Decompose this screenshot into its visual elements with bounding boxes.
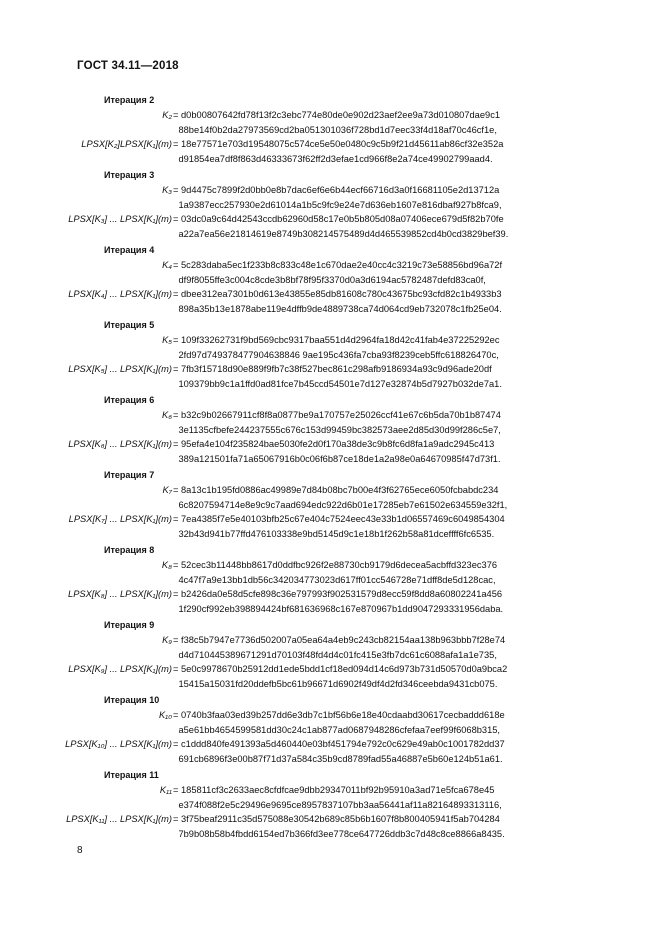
equation-lhs: K₁₀: [158, 710, 172, 720]
equation-rhs: a22a7ea56e21814619e8749b308214575489d4d465539852cd4b0cd3829bef39.: [178, 228, 509, 239]
equation-row: [0, 708, 661, 724]
equation-continuation-row: [0, 199, 661, 213]
equation-continuation-row: [0, 303, 661, 317]
iteration-title: Итерация 9: [104, 620, 155, 630]
equation-lhs: LPSX[K₂]LPSX[K₁](m): [81, 139, 172, 149]
equation-row: [0, 662, 661, 678]
equation-continuation-row: [0, 574, 661, 588]
equation-row: [0, 737, 661, 753]
iteration-title: Итерация 11: [104, 770, 159, 780]
equation-row: [0, 783, 661, 799]
equation-lhs: K₉: [162, 635, 172, 645]
equation-rhs: 2fd97d749378477904638846 9ae195c436fa7cba93f8239ceb5ffc618826470c,: [178, 349, 499, 360]
page-number: 8: [77, 845, 83, 856]
equation-rhs: 898a35b13e1878abe119e4dffb9de4889738ca74d064cd9eb732078c1fb25e04.: [178, 303, 502, 314]
equation-row: [0, 108, 661, 124]
equation-rhs: = dbee312ea7301b0d613e43855e85db81608c780c43675bc93cfd82c1b4933b3: [173, 289, 502, 299]
iterations-content: [0, 92, 661, 842]
equation-rhs: 7b9b08b58b4fbdd6154ed7b366fd3ee778ce647726ddb3c7d48c8ce8866a8435.: [178, 828, 505, 839]
equation-rhs: = 109f33262731f9bd569cbc9317baa551d4d2964fa18d42c41fab4e37225292ec: [173, 335, 500, 345]
equation-lhs: LPSX[K₆] ... LPSX[K₁](m): [68, 439, 172, 449]
equation-continuation-row: [0, 603, 661, 617]
iteration-block: [0, 92, 661, 166]
equation-row: [0, 633, 661, 649]
equation-lhs: K₇: [162, 485, 172, 495]
iteration-title: Итерация 10: [104, 695, 160, 705]
iteration-block: [0, 392, 661, 466]
equation-rhs: d4d710445389671291d70103f48fd4d4c01fc415e3fb7dc61c6088afa1a1e735,: [178, 649, 497, 660]
equation-continuation-row: [0, 724, 661, 738]
equation-rhs: = c1ddd840fe491393a5d460440e03bf451794e792c0c629e49ab0c1001782dd37: [173, 739, 505, 749]
equation-rhs: = b32c9b02667911cf8f8a0877be9a170757e25026ccf41e67c6b5da70b1b87474: [173, 410, 501, 420]
equation-lhs: LPSX[K₁₁] ... LPSX[K₁](m): [66, 814, 172, 824]
equation-rhs: = 7fb3f15718d90e889f9fb7c38f527bec861c298afb9186934a93c9d96ade20df: [173, 364, 492, 374]
equation-rhs: = d0b00807642fd78f13f2c3ebc774e80de0e902d23aef2ee9a73d010807dae9c1: [173, 110, 501, 120]
equation-continuation-row: [0, 499, 661, 513]
equation-row: [0, 408, 661, 424]
equation-lhs: K₂: [162, 110, 172, 120]
equation-row: [0, 287, 661, 303]
equation-continuation-row: [0, 753, 661, 767]
equation-row: [0, 437, 661, 453]
equation-continuation-row: [0, 349, 661, 363]
equation-rhs: 1a9387ecc257930e2d61014a1b5c9fc9e24e7d636eb1607e816dbaf927b8fca9,: [178, 199, 502, 210]
equation-row: [0, 512, 661, 528]
equation-rhs: = 0740b3faa03ed39b257dd6e3db7c1bf56b6e18e40cdaabd30617cecbaddd618e: [173, 710, 505, 720]
document-header: ГОСТ 34.11—2018: [77, 60, 179, 72]
equation-row: [0, 587, 661, 603]
iteration-title: Итерация 7: [104, 470, 155, 480]
equation-lhs: K₆: [162, 410, 172, 420]
equation-continuation-row: [0, 799, 661, 813]
equation-rhs: e374f088f2e5c29496e9695ce8957837107bb3aa56441af11a82164893313116,: [178, 799, 502, 810]
equation-lhs: LPSX[K₄] ... LPSX[K₁](m): [68, 289, 172, 299]
equation-rhs: = 95efa4e104f235824bae5030fe2d0f170a38de3c9b8fc6d8fa1a9adc2945c413: [173, 439, 495, 449]
iteration-block: [0, 467, 661, 541]
equation-rhs: 88be14f0b2da27973569cd2ba051301036f728bd1d7eec33f4d18af70c46cf1e,: [178, 124, 497, 135]
equation-continuation-row: [0, 124, 661, 138]
equation-continuation-row: [0, 274, 661, 288]
equation-rhs: = 5e0c9978670b25912dd1ede5bdd1cf18ed094d14c6d973b731d50570d0a9bca2: [173, 664, 508, 674]
iteration-block: [0, 617, 661, 691]
equation-rhs: 6c8207594714e8e9c9c7aad694edc922d6b01e17285eb7e61502e634559e32f1,: [178, 499, 508, 510]
equation-row: [0, 812, 661, 828]
equation-rhs: = 9d4475c7899f2d0bb0e8b7dac6ef6e6b44ecf66716d3a0f16681105e2d13712a: [173, 185, 500, 195]
equation-lhs: K₅: [162, 335, 172, 345]
iteration-block: [0, 167, 661, 241]
equation-rhs: = 8a13c1b195fd0886ac49989e7d84b08bc7b00e4f3f62765ece6050fcbabdc234: [173, 485, 499, 495]
iteration-title: Итерация 8: [104, 545, 155, 555]
equation-row: [0, 212, 661, 228]
iteration-block: [0, 317, 661, 391]
iteration-title: Итерация 4: [104, 245, 155, 255]
equation-rhs: = f38c5b7947e7736d502007a05ea64a4eb9c243cb82154aa138b963bbb7f28e74: [173, 635, 506, 645]
equation-lhs: LPSX[K₁₀] ... LPSX[K₁](m): [65, 739, 172, 749]
equation-row: [0, 362, 661, 378]
iteration-title: Итерация 6: [104, 395, 155, 405]
equation-rhs: a5e61bb4654599581dd30c24c1ab877ad0687948286cfefaa7eef99f6068b315,: [178, 724, 501, 735]
equation-row: [0, 183, 661, 199]
equation-rhs: = 18e77571e703d19548075c574ce5e50e0480c9c5b9f21d45611ab86cf32e352a: [173, 139, 504, 149]
equation-rhs: d91854ea7df8f863d46333673f62ff2d3efae1cd966f8e2a74ce49902799aad4.: [178, 153, 493, 164]
equation-rhs: 691cb6896f3e00b87f71d37a584c35b9cd8789fad55a46887e5b60e124b51a61.: [178, 753, 503, 764]
equation-rhs: 389a121501fa71a65067916b0c06f6b87ce18de1a2a98e0a64670985f47d73f1.: [178, 453, 501, 464]
equation-row: [0, 258, 661, 274]
equation-continuation-row: [0, 678, 661, 692]
iteration-block: [0, 242, 661, 316]
equation-row: [0, 333, 661, 349]
iteration-title: Итерация 2: [104, 95, 155, 105]
equation-lhs: LPSX[K₉] ... LPSX[K₁](m): [68, 664, 172, 674]
equation-row: [0, 483, 661, 499]
equation-rhs: = 52cec3b11448bb8617d0ddfbc926f2e88730cb9179d6decea5acbffd323ec376: [173, 560, 498, 570]
iteration-title: Итерация 5: [104, 320, 155, 330]
equation-rhs: 4c47f7a9e13bb1db56c342034773023d617ff01cc546728e71dff8de5d128cac,: [178, 574, 496, 585]
equation-row: [0, 558, 661, 574]
iteration-title: Итерация 3: [104, 170, 155, 180]
equation-continuation-row: [0, 649, 661, 663]
equation-rhs: df9f8055ffe3c004c8cde3b8bf78f95f3370d0a3d6194ac5782487defd83ca0f,: [178, 274, 486, 285]
iteration-block: [0, 692, 661, 766]
equation-lhs: LPSX[K₈] ... LPSX[K₁](m): [68, 589, 172, 599]
equation-continuation-row: [0, 528, 661, 542]
equation-continuation-row: [0, 453, 661, 467]
equation-continuation-row: [0, 828, 661, 842]
equation-lhs: K₈: [161, 560, 172, 570]
equation-lhs: LPSX[K₇] ... LPSX[K₁](m): [68, 514, 172, 524]
equation-continuation-row: [0, 228, 661, 242]
equation-continuation-row: [0, 424, 661, 438]
equation-rhs: = 185811cf3c2633aec8cfdfcae9dbb29347011bf92b95910a3ad71e5fca678e45: [173, 785, 495, 795]
equation-lhs: K₄: [162, 260, 172, 270]
equation-rhs: 32b43d941b77ffd476103338e9bd5145d9c1e18b1f262b58a81dceffff6fc6535.: [178, 528, 495, 539]
equation-lhs: LPSX[K₅] ... LPSX[K₁](m): [68, 364, 172, 374]
equation-rhs: 109379bb9c1a1ffd0ad81fce7b45ccd54501e7d127e32874b5d7927b032de7a1.: [178, 378, 502, 389]
equation-rhs: = 03dc0a9c64d42543ccdb62960d58c17e0b5b805d08a07406ece679d5f82b70fe: [173, 214, 504, 224]
equation-lhs: K₁₁: [159, 785, 172, 795]
equation-lhs: K₃: [162, 185, 172, 195]
equation-rhs: = 7ea4385f7e5e40103bfb25c67e404c7524eec43e33b1d06557469c6049854304: [173, 514, 505, 524]
iteration-block: [0, 542, 661, 616]
equation-rhs: = 3f75beaf2911c35d575088e30542b689c85b6b1607f8b800405941f5ab704284: [173, 814, 500, 824]
equation-rhs: = b2426da0e58d5cfe898c36e797993f902531579d8ecc59f8dd8a60802241a456: [173, 589, 503, 599]
equation-rhs: = 5c283daba5ec1f233b8c833c48e1c670dae2e40cc4c3219c73e58856bd96a72f: [173, 260, 503, 270]
equation-row: [0, 137, 661, 153]
equation-rhs: 1f290cf992eb398894424bf681636968c167e870967b1dd9047293331956daba.: [178, 603, 504, 614]
iteration-block: [0, 767, 661, 841]
equation-continuation-row: [0, 153, 661, 167]
equation-lhs: LPSX[K₃] ... LPSX[K₁](m): [68, 214, 172, 224]
equation-rhs: 15415a15031fd20ddefb5bc61b96671d6902f49df4d2fd346ceebda9431cb075.: [178, 678, 498, 689]
equation-continuation-row: [0, 378, 661, 392]
equation-rhs: 3e1135cfbefe244237555c676c153d99459bc382573aee2d85d30d99f286c5e7,: [178, 424, 501, 435]
